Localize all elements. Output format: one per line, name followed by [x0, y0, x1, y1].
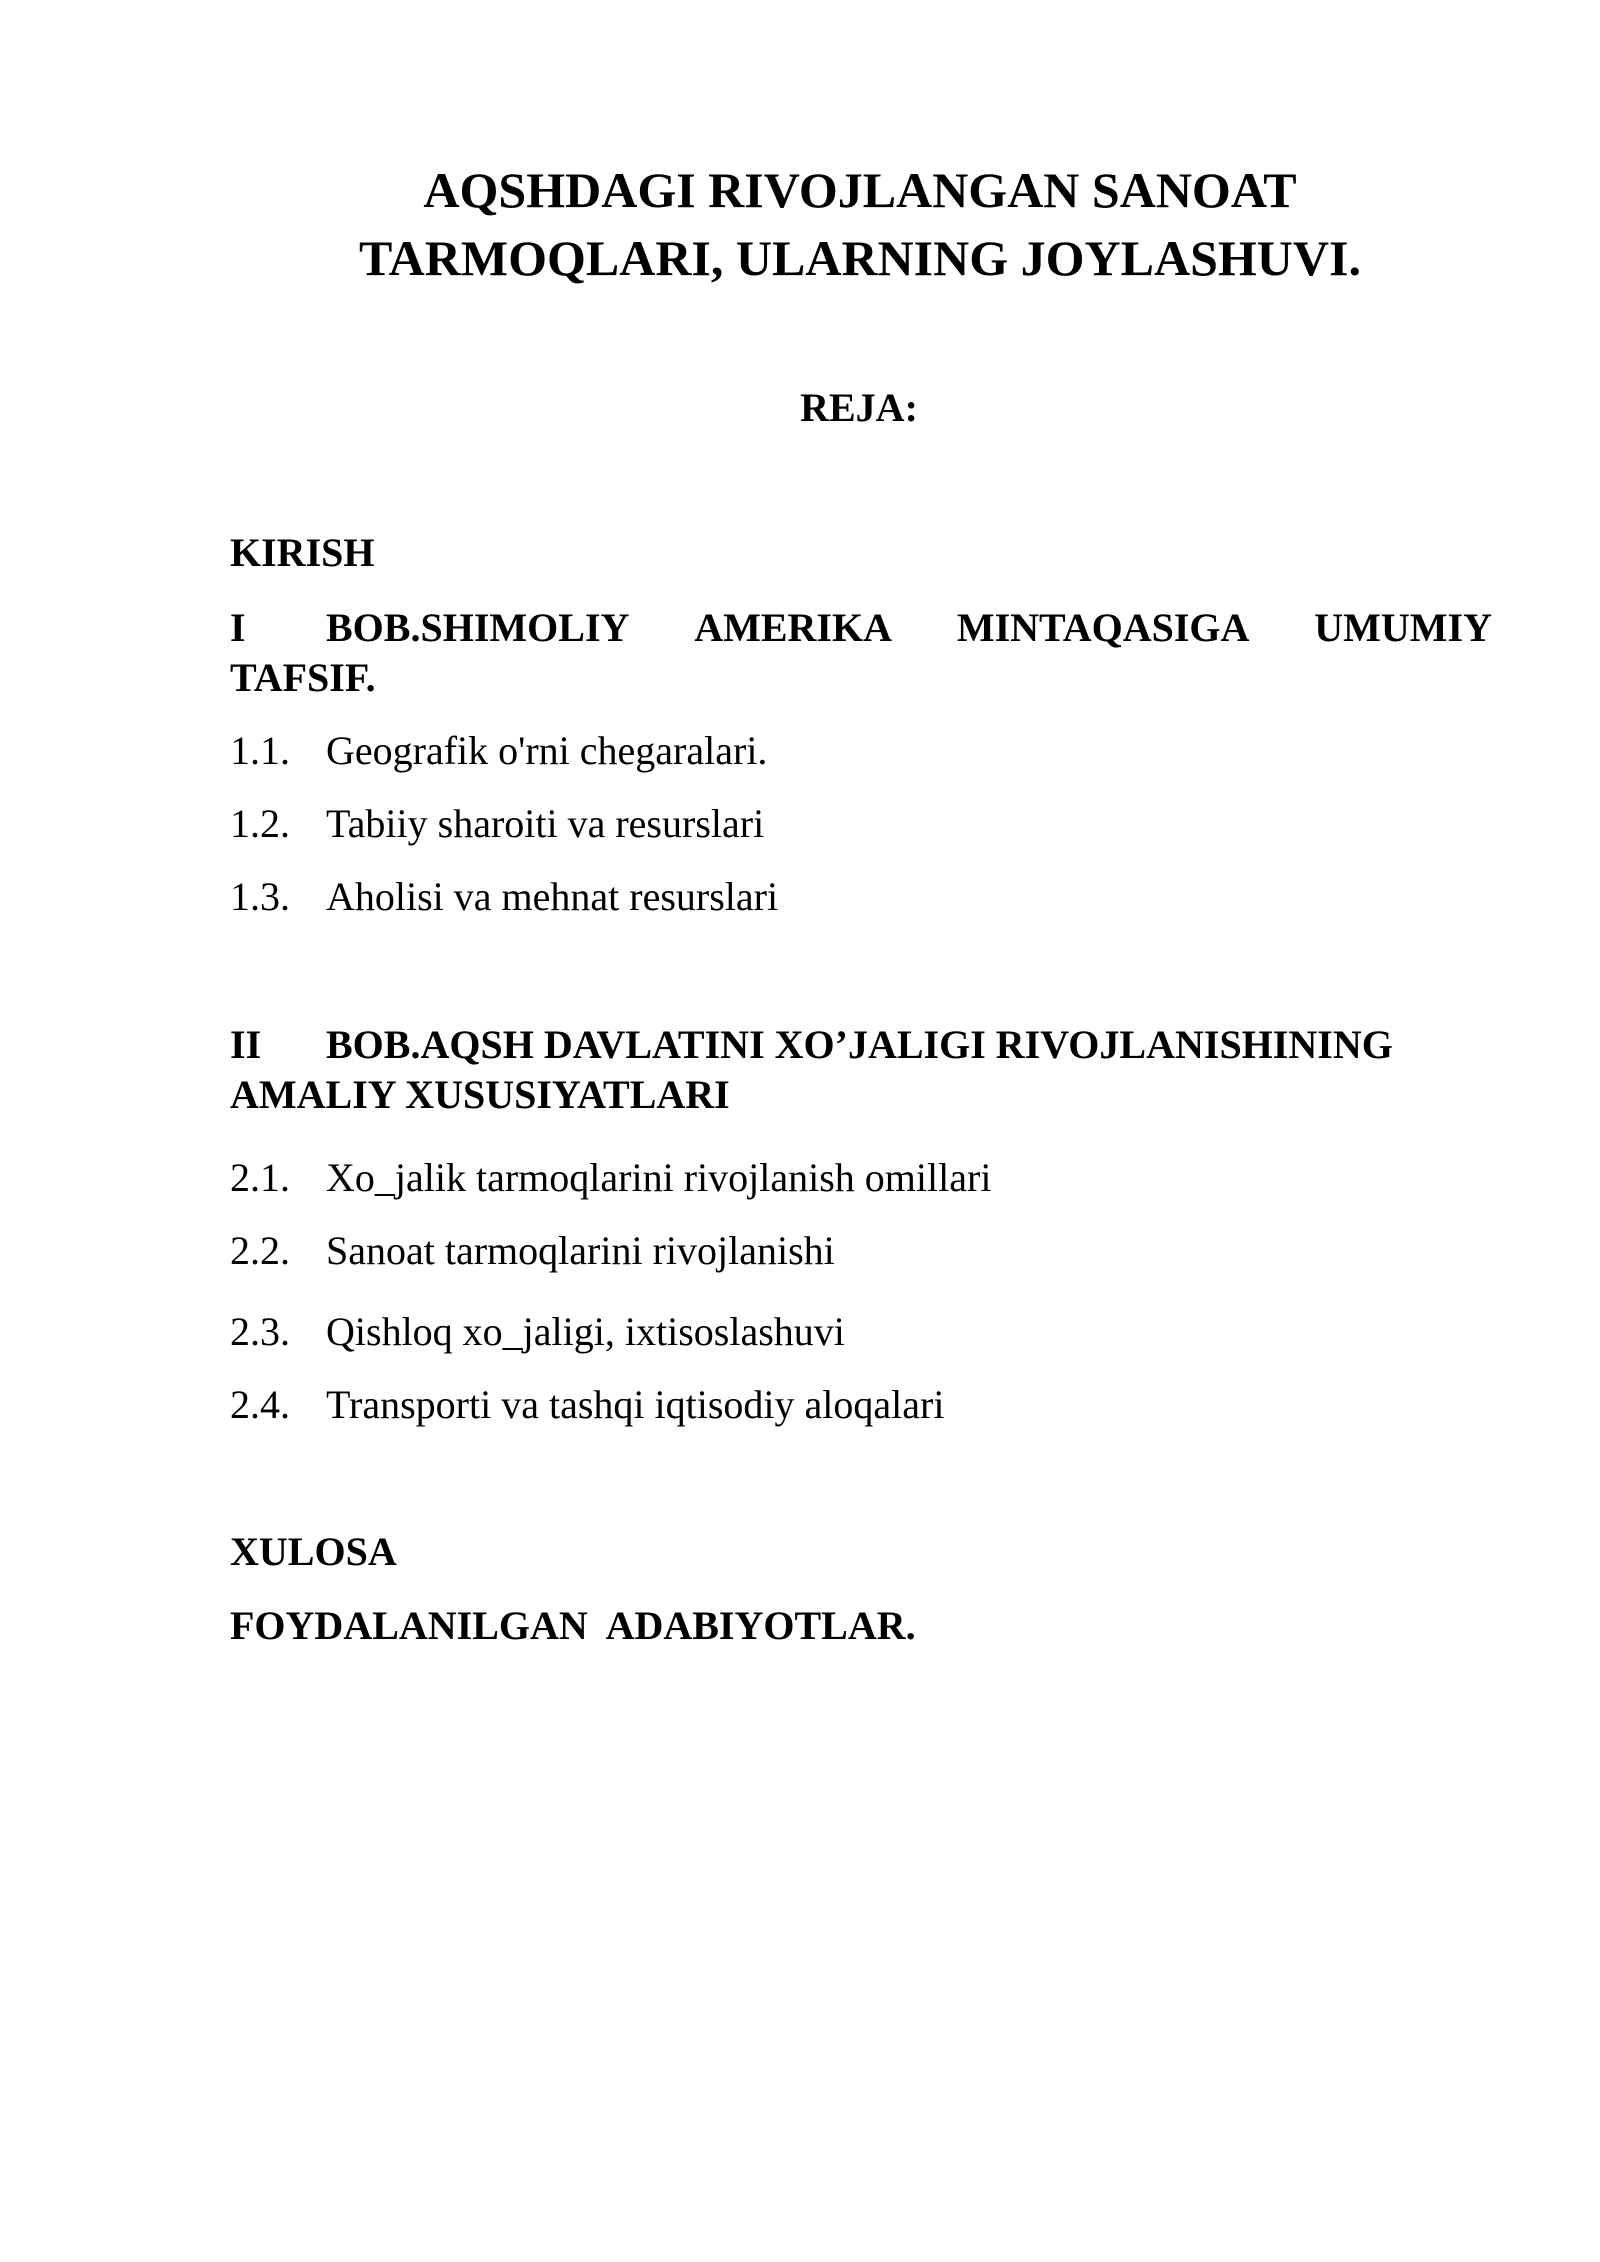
- chapter-1-items: [230, 726, 1492, 922]
- item-text: Aholisi va mehnat resurslari: [326, 874, 779, 919]
- list-item: [230, 1307, 1492, 1357]
- intro-section: [230, 528, 1492, 578]
- title-line-1: AQSHDAGI RIVOJLANGAN SANOAT: [423, 162, 1297, 218]
- document-title: [0, 156, 1600, 292]
- chapter-1-heading: [230, 603, 1492, 703]
- chapter-2-title: BOB.AQSH DAVLATINI XO’JALIGI RIVOJLANISHINING: [326, 1022, 1393, 1067]
- item-text: Sanoat tarmoqlarini rivojlanishi: [326, 1228, 835, 1273]
- chapter-1-section: [230, 603, 1492, 703]
- chapter-2-title-row: [230, 1020, 1492, 1070]
- conclusion-section: [230, 1527, 1492, 1577]
- item-number: 1.1.: [230, 728, 290, 773]
- chapter-1-word-1: BOB.SHIMOLIY: [326, 605, 630, 650]
- list-item: [230, 799, 1492, 849]
- item-number: 2.3.: [230, 1309, 290, 1354]
- chapter-1-title-start: [230, 603, 629, 653]
- chapter-2-title-cont: AMALIY XUSUSIYATLARI: [230, 1072, 730, 1117]
- item-text: Xo_jalik tarmoqlarini rivojlanish omillari: [326, 1155, 992, 1200]
- list-item: [230, 1153, 1492, 1203]
- conclusion-heading: XULOSA: [230, 1529, 397, 1574]
- chapter-2-items: [230, 1153, 1492, 1430]
- chapter-2-title-start: [230, 1020, 1393, 1070]
- chapter-1-word-2: AMERIKA: [694, 605, 892, 650]
- chapter-1-title-row: [230, 603, 1492, 653]
- chapter-1-word-3: MINTAQASIGA: [956, 605, 1250, 650]
- chapter-1-number: I: [230, 605, 246, 650]
- item-text: Geografik o'rni chegaralari.: [326, 728, 768, 773]
- item-number: 2.2.: [230, 1228, 290, 1273]
- references-section: [230, 1601, 1492, 1651]
- item-text: Transporti va tashqi iqtisodiy aloqalari: [326, 1382, 945, 1427]
- chapter-2-heading: [230, 1020, 1492, 1120]
- list-item: [230, 1226, 1492, 1276]
- list-item: [230, 1380, 1492, 1430]
- references-heading: FOYDALANILGAN ADABIYOTLAR.: [230, 1603, 916, 1648]
- plan-heading: REJA:: [800, 385, 918, 430]
- list-item: [230, 872, 1492, 922]
- chapter-2-section: [230, 1020, 1492, 1120]
- item-number: 2.1.: [230, 1155, 290, 1200]
- item-number: 2.4.: [230, 1382, 290, 1427]
- title-line-2: TARMOQLARI, ULARNING JOYLASHUVI.: [359, 230, 1361, 286]
- chapter-2-number: II: [230, 1022, 262, 1067]
- chapter-1-title-cont: TAFSIF.: [230, 655, 376, 700]
- item-number: 1.2.: [230, 801, 290, 846]
- chapter-1-word-4: UMUMIY: [1314, 605, 1492, 650]
- item-text: Tabiiy sharoiti va resurslari: [326, 801, 765, 846]
- list-item: [230, 726, 1492, 776]
- item-number: 1.3.: [230, 874, 290, 919]
- item-text: Qishloq xo_jaligi, ixtisoslashuvi: [326, 1309, 845, 1354]
- intro-heading: KIRISH: [230, 530, 375, 575]
